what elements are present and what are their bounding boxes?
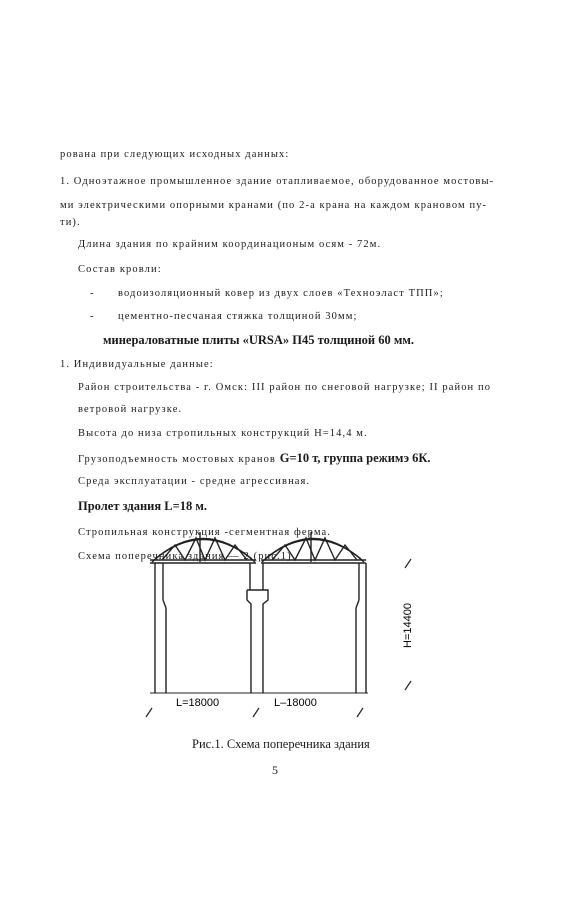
text-line: Высота до низа стропильных конструкций Н=14,4 м.	[78, 428, 368, 439]
right-column	[356, 563, 366, 693]
text-line: рована при следующих исходных данных:	[60, 149, 290, 160]
list-dash: -	[90, 311, 95, 322]
text-line: ми электрическими опорными кранами (по 2-а крана на каждом крановом пу-	[60, 200, 488, 211]
text-line: цементно-песчаная стяжка толщиной 30мм;	[118, 311, 358, 322]
figure-caption: Рис.1. Схема поперечника здания	[192, 737, 370, 751]
text-line: Длина здания по крайним координационым осям - 72м.	[78, 239, 382, 250]
middle-column	[247, 563, 268, 693]
span-left-label: L=18000	[176, 697, 220, 709]
text-line	[78, 451, 431, 466]
text-line: минераловатные плиты «URSA» П45 толщиной 60 мм.	[103, 333, 415, 347]
text-line: Схема поперечника здания — 2 (рис.1)	[78, 551, 292, 562]
dimension-ticks	[146, 559, 411, 717]
text-line: ветровой нагрузке.	[78, 404, 183, 415]
text-line: Среда эксплуатации - средне агрессивная.	[78, 476, 311, 487]
text-line: 1. Индивидуальные данные:	[60, 359, 214, 370]
text-line: ти).	[60, 217, 81, 228]
text-line: 1. Одноэтажное промышленное здание отапливаемое, оборудованное мостовы-	[60, 176, 495, 187]
page-number: 5	[272, 763, 278, 777]
height-label: H=14400	[402, 603, 414, 648]
text-line: Стропильная конструкция -сегментная ферма.	[78, 527, 332, 538]
text-line: водоизоляционный ковер из двух слоев «Техноэласт ТПП»;	[118, 288, 444, 299]
list-dash: -	[90, 288, 95, 299]
text-line: Состав кровли:	[78, 264, 162, 275]
text-segment: G=10 т, группа режимэ 6К.	[279, 451, 431, 465]
text-segment: Грузоподъемность мостовых кранов	[78, 454, 276, 465]
left-column	[155, 563, 166, 693]
text-line: Район строительства - г. Омск: III район по снеговой нагрузке; II район по	[78, 382, 492, 393]
span-right-label: L–18000	[274, 697, 317, 709]
text-line: Пролет здания L=18 м.	[78, 499, 207, 513]
